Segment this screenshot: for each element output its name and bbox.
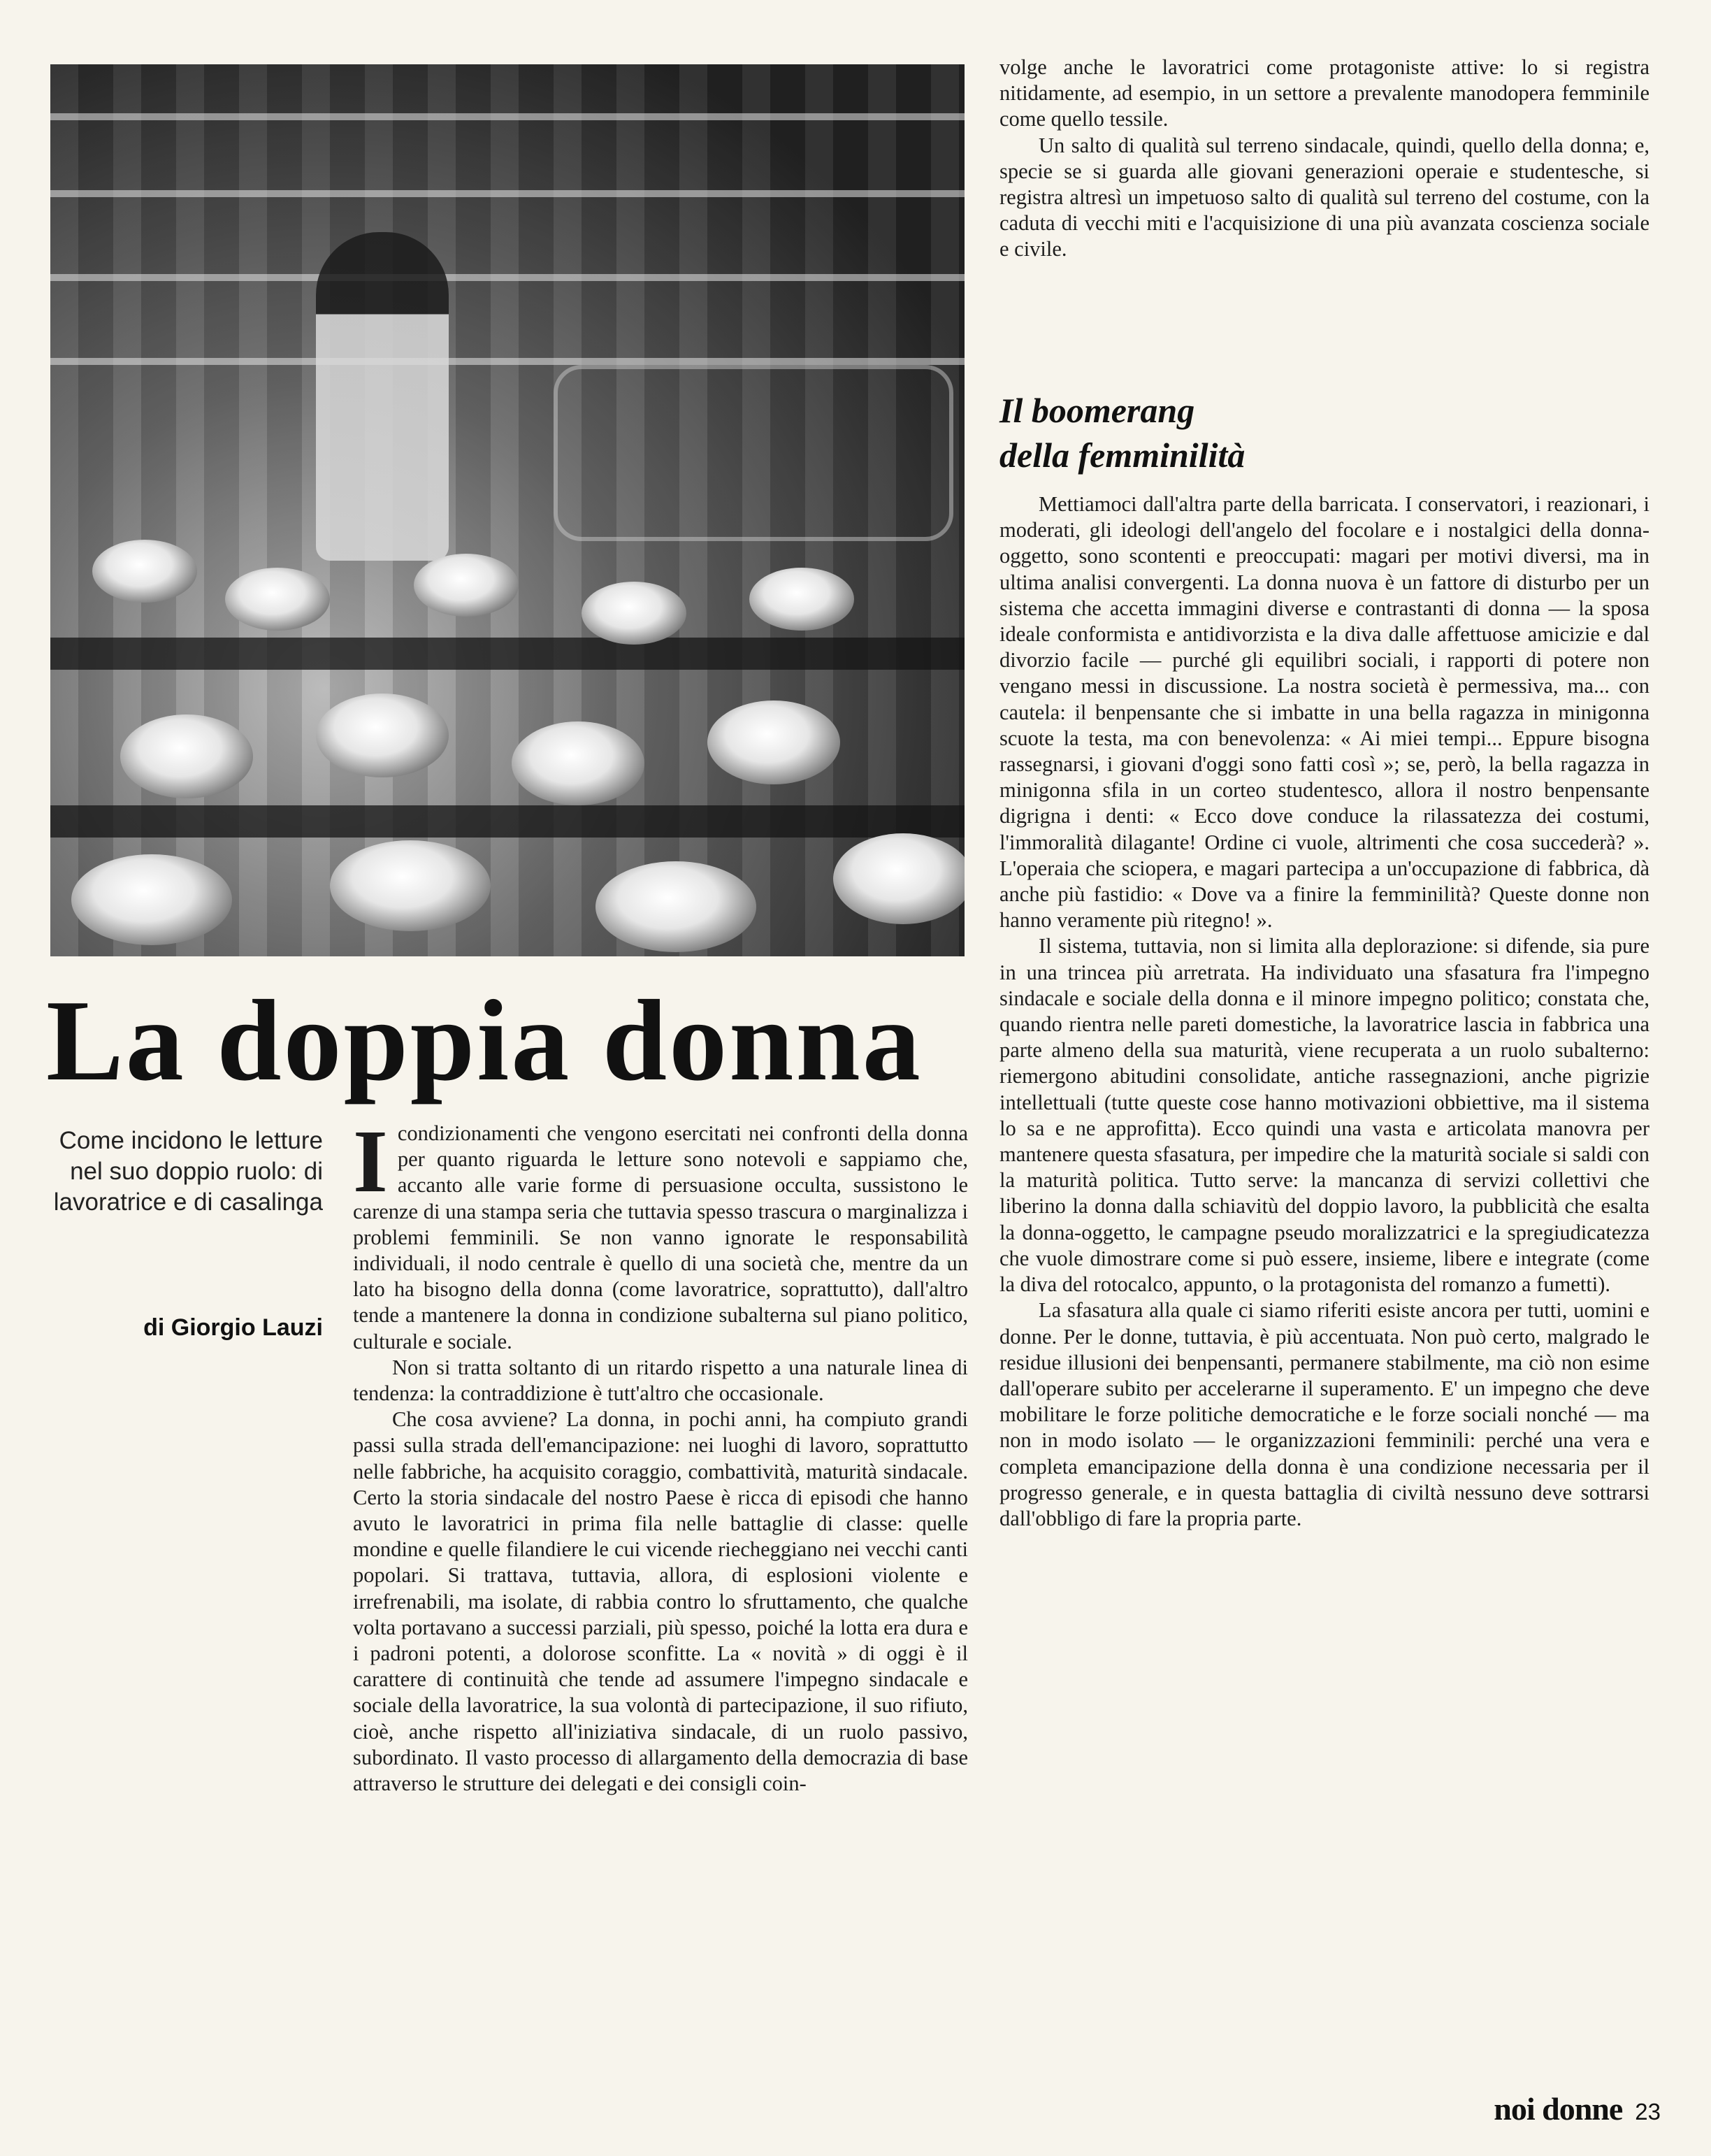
photo-spool (71, 854, 232, 945)
photo-shelf (50, 113, 965, 120)
subhead-line: Il boomerang (999, 391, 1195, 430)
photo-shelf (50, 190, 965, 197)
photo-spool (92, 540, 197, 603)
photo-spool (225, 568, 330, 631)
page-footer (1494, 2090, 1661, 2127)
paragraph: volge anche le lavoratrici come protagoniste attive: lo si registra nitidamente, ad esempio, in un settore a prevalente manodopera femminile come quello tessile. (999, 55, 1649, 131)
paragraph: Il sistema, tuttavia, non si limita alla deplorazione: si difende, sia pure in una trincea più arretrata. Ha individuato una sfasatura fra l'impegno sindacale e sociale della donna e il minore impegno politico; constata che, quando rientra nelle pareti domestiche, la lavoratrice lascia in fabbrica una parte almeno della sua maturità, viene recuperata a un ruolo subalterno: riemergono abitudini consolidate, antiche rassegnazioni, anche pigrizie intellettuali (tutte queste cose hanno motivazioni obbiettive, ma il sistema lo sa e ne approfitta). Ecco quindi una vasta e articolata manovra per mantenere questa sfasatura, per impedire che la maturità sociale si saldi con la maturità politica. Tutto serve: la mancanza di servizi collettivi che liberino la donna dalla schiavitù del doppio lavoro, la pubblicità che esalta la donna-oggetto, le campagne pseudo moralizzatrici e la spregiudicatezza che vuole dimostrare come si può essere, insieme, libere e integrate (come la diva del rotocalco, appunto, o la protagonista del romanzo a fumetti). (999, 934, 1649, 1297)
article-byline: di Giorgio Lauzi (143, 1314, 323, 1341)
photo-spool (120, 714, 253, 798)
photo-spool (330, 840, 491, 931)
photo-machine (554, 365, 953, 541)
paragraph: La sfasatura alla quale ci siamo riferiti esiste ancora per tutti, uomini e donne. Per le donne, tuttavia, è più accentuata. Non può certo, malgrado le residue illusioni dei benpensanti, permanere stabilmente, ma ciò non esime dall'operare subito per accelerarne il superamento. E' un impegno che deve mobilitare le forze politiche democratiche e le forze sociali nonché — ma non in modo isolato — le organizzazioni femminili: perché una vera e completa emancipazione della donna è una condizione necessaria per il progresso generale, e in questa battaglia di civiltà nessuno deve sottrarsi dall'obbligo di fare la propria parte. (999, 1298, 1649, 1530)
column-left (353, 1112, 968, 1797)
photo-spool (595, 861, 756, 952)
photo-belt (50, 638, 965, 670)
photo-spool (833, 833, 965, 924)
photo-worker (316, 232, 449, 561)
article-title: La doppia donna (46, 976, 923, 1105)
factory-photo (50, 64, 965, 956)
subhead-line: della femminilità (999, 436, 1246, 475)
column-right-bottom (999, 491, 1649, 1532)
paragraph: Icondizionamenti che vengono esercitati nei confronti della donna per quanto riguarda le letture sono notevoli e sappiamo che, accanto alle varie forme di persuasione occulta, sussistono le carenze di una stampa seria che tuttavia spesso trascura o marginalizza i problemi femminili. Se non vanno ignorate le responsabilità individuali, il nodo centrale è quello di una società che, mentre da un lato ha bisogno della donna (come lavoratrice, soprattutto), dall'altro tende a mantenere la donna in condizione subalterna sul piano politico, culturale e sociale. (353, 1112, 968, 1353)
page-number: 23 (1635, 2099, 1661, 2125)
photo-spool (512, 721, 644, 805)
photo-shelf (50, 274, 965, 281)
paragraph: Che cosa avviene? La donna, in pochi anni, ha compiuto grandi passi sulla strada dell'emancipazione: nei luoghi di lavoro, soprattutto nelle fabbriche, ha acquisito coraggio, combattività, maturità sindacale. Certo la storia sindacale del nostro Paese è ricca di episodi che hanno avuto le lavoratrici in prima fila nelle battaglie di classe: quelle mondine e quelle filandiere le cui vicende riecheggiano nei vecchi canti popolari. Si trattava, tuttavia, allora, di esplosioni violente e irrefrenabili, ma isolate, di rabbia contro lo sfruttamento, che qualche volta portavano a successi parziali, più spesso, poiché la lotta era dura e i padroni potenti, a dolorose sconfitte. La « novità » di oggi è il carattere di continuità che tende ad assumere l'impegno sindacale e sociale della lavoratrice, la sua volontà di partecipazione, il suo rifiuto, cioè, anche rispetto all'iniziativa sindacale, di un ruolo passivo, subordinato. Il vasto processo di allargamento della democrazia di base attraverso le strutture dei delegati e dei consigli coin- (353, 1407, 968, 1796)
paragraph: Un salto di qualità sul terreno sindacale, quindi, quello della donna; e, specie se si guarda alle giovani generazioni operaie e studentesche, si registra altresì un impetuoso salto di qualità sul terreno del costume, con la caduta di vecchi miti e l'acquisizione di una più avanzata coscienza sociale e civile. (999, 133, 1649, 261)
paragraph: Non si tratta soltanto di un ritardo rispetto a una naturale linea di tendenza: la contraddizione è tutt'altro che occasionale. (353, 1355, 968, 1406)
paragraph: Mettiamoci dall'altra parte della barricata. I conservatori, i reazionari, i moderati, gli ideologi dell'angelo del focolare e i nostalgici della donna-oggetto, sono scontenti e preoccupati: magari per motivi diversi, ma in ultima analisi convergenti. La donna nuova è un fattore di disturbo per un sistema che accetta immagini diverse e contrastanti di donna — la sposa ideale conformista e antidivorzista e la diva dalle affettuose amicizie e dal divorzio facile — purché gli equilibri sociali, i rapporti di potere non vengano messi in discussione. La nostra società è permessiva, ma... con cautela: il benpensante che si imbatte in una bella ragazza in minigonna scuote la testa, ma con benevolenza: « Ai miei tempi... Eppure bisogna rassegnarsi, i giovani d'oggi sono fatti così »; se, però, la bella ragazza in minigonna sfila in un corteo studentesco, allora il nostro benpensante digrigna i denti: « Ecco dove conduce la rilassatezza dei costumi, l'immoralità dilagante! Ordine ci vuole, altrimenti che cosa succederà? ». L'operaia che sciopera, e magari partecipa a un'occupazione di fabbrica, dà anche più fastidio: « Dove va a finire la femminilità? Queste donne non hanno veramente più ritegno! ». (999, 492, 1649, 933)
photo-shelf (50, 358, 965, 365)
article-dek: Come incidono le letture nel suo doppio ruolo: di lavoratrice e di casalinga (53, 1127, 323, 1216)
section-subhead (999, 388, 1649, 477)
photo-spool (316, 693, 449, 777)
photo-spool (582, 582, 686, 645)
column-right-top (999, 55, 1649, 263)
photo-spool (414, 554, 519, 617)
photo-belt (50, 805, 965, 838)
photo-spool (707, 700, 840, 784)
photo-spool (749, 568, 854, 631)
drop-cap: I (353, 1112, 388, 1211)
magazine-logo: noi donne (1494, 2091, 1623, 2127)
